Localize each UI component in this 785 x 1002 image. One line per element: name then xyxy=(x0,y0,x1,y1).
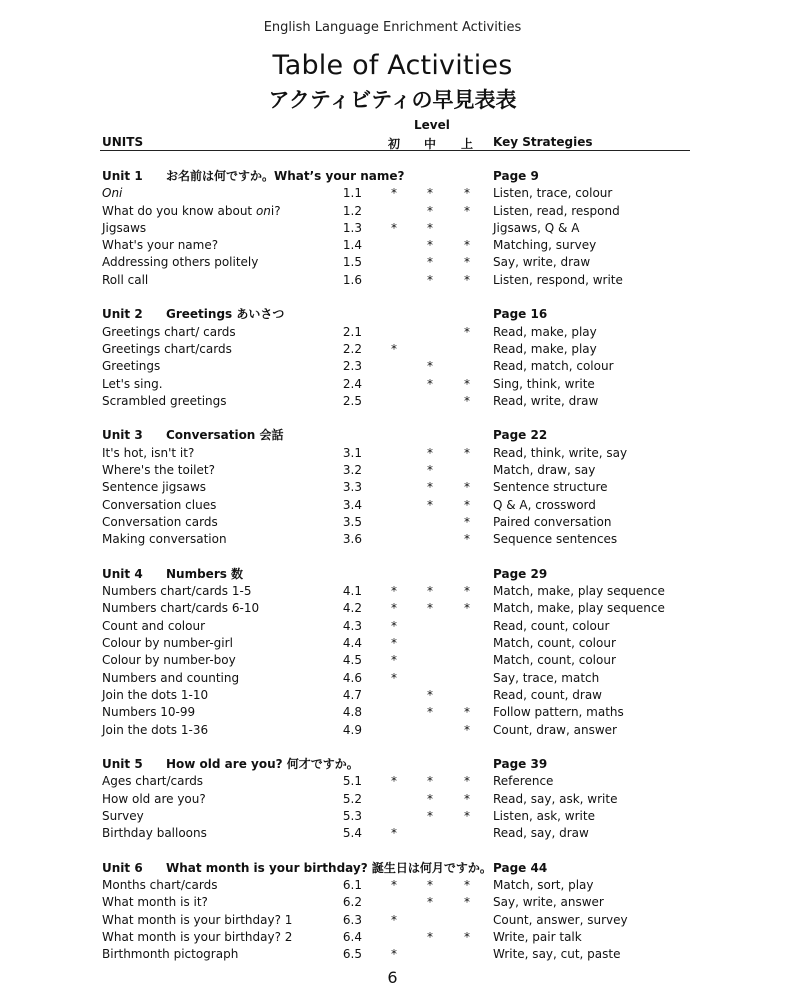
activity-row xyxy=(0,635,785,652)
activity-name: Count and colour xyxy=(102,618,205,633)
activity-row xyxy=(0,600,785,617)
unit-heading-row xyxy=(0,168,785,185)
level-advanced-mark: * xyxy=(464,774,470,789)
activity-number: 4.7 xyxy=(342,687,362,702)
activity-row xyxy=(0,808,785,825)
activity-name: What month is it? xyxy=(102,895,208,910)
level-advanced-mark: * xyxy=(464,445,470,460)
activity-row xyxy=(0,445,785,462)
activity-number: 2.1 xyxy=(342,324,362,339)
unit-title: Numbers 数 xyxy=(166,566,244,581)
activity-name: Survey xyxy=(102,808,144,823)
activity-row xyxy=(0,825,785,842)
activity-row xyxy=(0,514,785,531)
unit-label: Unit 6 xyxy=(102,860,143,875)
running-header: English Language Enrichment Activities xyxy=(263,20,522,35)
activity-row xyxy=(0,652,785,669)
level-advanced-mark: * xyxy=(464,186,470,201)
activity-row xyxy=(0,722,785,739)
level-intermediate-mark: * xyxy=(427,601,433,616)
activity-name: Greetings chart/ cards xyxy=(102,324,236,339)
level-advanced-mark: * xyxy=(464,272,470,287)
section-gap xyxy=(0,739,785,756)
level-advanced-mark: * xyxy=(464,532,470,547)
level-intermediate-mark: * xyxy=(427,203,433,218)
activity-number: 1.3 xyxy=(342,220,362,235)
activity-name: How old are you? xyxy=(102,791,206,806)
level-advanced-mark: * xyxy=(464,895,470,910)
level-beginner-mark: * xyxy=(391,341,397,356)
key-strategies: Q & A, crossword xyxy=(493,497,596,512)
activity-row xyxy=(0,185,785,202)
unit-page-ref: Page 29 xyxy=(493,566,548,581)
activity-name: Scrambled greetings xyxy=(102,393,227,408)
activity-number: 1.5 xyxy=(342,255,362,270)
activity-row xyxy=(0,773,785,790)
key-strategies: Sing, think, write xyxy=(493,376,595,391)
activity-name: Numbers chart/cards 6-10 xyxy=(102,601,260,616)
activity-name: Oni xyxy=(102,186,123,201)
activity-name: Conversation clues xyxy=(102,497,217,512)
activity-row xyxy=(0,704,785,721)
activity-number: 6.1 xyxy=(342,878,362,893)
level-intermediate-mark: * xyxy=(427,186,433,201)
activity-row xyxy=(0,618,785,635)
activity-number: 3.6 xyxy=(342,532,362,547)
level-beginner-mark: * xyxy=(391,584,397,599)
unit-heading-row xyxy=(0,427,785,444)
key-strategies: Read, make, play xyxy=(493,324,597,339)
key-strategies: Say, trace, match xyxy=(493,670,600,685)
unit-label: Unit 1 xyxy=(102,169,143,183)
level-intermediate-mark: * xyxy=(427,272,433,287)
activity-row xyxy=(0,670,785,687)
level-intermediate-mark: * xyxy=(427,497,433,512)
unit-heading-row xyxy=(0,306,785,323)
level-advanced-mark: * xyxy=(464,791,470,806)
key-strategies: Listen, ask, write xyxy=(493,808,595,823)
activity-number: 4.3 xyxy=(342,618,362,633)
key-strategies: Match, draw, say xyxy=(493,463,596,478)
activity-number: 1.1 xyxy=(342,186,362,201)
level-intermediate-mark: * xyxy=(427,687,433,702)
key-strategies: Sequence sentences xyxy=(493,532,618,547)
key-strategies-heading: Key Strategies xyxy=(493,135,593,149)
page-title: Table of Activities xyxy=(272,50,513,81)
key-strategies: Count, answer, survey xyxy=(493,912,628,927)
activity-name: Greetings chart/cards xyxy=(102,341,232,356)
level-intermediate-mark: * xyxy=(427,238,433,253)
activity-number: 2.5 xyxy=(342,393,362,408)
unit-heading-row xyxy=(0,756,785,773)
level-intermediate-mark: * xyxy=(427,376,433,391)
key-strategies: Reference xyxy=(493,774,554,789)
level-beginner-mark: * xyxy=(391,220,397,235)
unit-page-ref: Page 39 xyxy=(493,757,548,772)
level-beginner-mark: * xyxy=(391,186,397,201)
activity-row xyxy=(0,272,785,289)
section-gap xyxy=(0,289,785,306)
key-strategies: Listen, respond, write xyxy=(493,272,623,287)
level-column-group-heading: Level xyxy=(414,118,450,132)
activity-row xyxy=(0,237,785,254)
activity-row xyxy=(0,791,785,808)
level-intermediate-mark: * xyxy=(427,220,433,235)
header-divider xyxy=(100,150,690,151)
activity-number: 3.2 xyxy=(342,463,362,478)
activity-name: Roll call xyxy=(102,272,149,287)
level-intermediate-mark: * xyxy=(427,705,433,720)
level-intermediate-mark: * xyxy=(427,584,433,599)
key-strategies: Matching, survey xyxy=(493,238,597,253)
activity-number: 4.6 xyxy=(342,670,362,685)
activity-name: What month is your birthday? 2 xyxy=(102,930,293,945)
level-intermediate-mark: * xyxy=(427,359,433,374)
activity-number: 1.4 xyxy=(342,238,362,253)
activity-number: 5.4 xyxy=(342,826,362,841)
activity-name: Months chart/cards xyxy=(102,878,218,893)
level-beginner-heading: 初 xyxy=(388,137,401,151)
level-beginner-mark: * xyxy=(391,947,397,962)
key-strategies: Paired conversation xyxy=(493,514,612,529)
unit-page-ref: Page 44 xyxy=(493,860,548,875)
activity-row xyxy=(0,929,785,946)
activity-name: Where's the toilet? xyxy=(102,463,215,478)
key-strategies: Read, count, draw xyxy=(493,687,602,702)
key-strategies: Jigsaws, Q & A xyxy=(493,220,580,235)
activity-number: 4.4 xyxy=(342,636,362,651)
level-beginner-mark: * xyxy=(391,878,397,893)
unit-label: Unit 3 xyxy=(102,428,143,443)
activity-number: 2.4 xyxy=(342,376,362,391)
level-beginner-mark: * xyxy=(391,618,397,633)
unit-title: Conversation 会話 xyxy=(166,428,284,443)
key-strategies: Read, count, colour xyxy=(493,618,610,633)
level-beginner-mark: * xyxy=(391,601,397,616)
level-advanced-mark: * xyxy=(464,705,470,720)
key-strategies: Write, say, cut, paste xyxy=(493,947,621,962)
activity-name: Join the dots 1-10 xyxy=(102,687,209,702)
level-advanced-mark: * xyxy=(464,497,470,512)
level-beginner-mark: * xyxy=(391,826,397,841)
key-strategies: Say, write, answer xyxy=(493,895,604,910)
key-strategies: Sentence structure xyxy=(493,480,608,495)
activity-name: Sentence jigsaws xyxy=(102,480,207,495)
key-strategies: Match, make, play sequence xyxy=(493,584,665,599)
activity-row xyxy=(0,894,785,911)
activity-number: 5.2 xyxy=(342,791,362,806)
activity-row xyxy=(0,462,785,479)
level-beginner-mark: * xyxy=(391,774,397,789)
activity-number: 5.1 xyxy=(342,774,362,789)
level-beginner-mark: * xyxy=(391,670,397,685)
key-strategies: Match, make, play sequence xyxy=(493,601,665,616)
section-gap xyxy=(0,549,785,566)
activity-name: What's your name? xyxy=(102,238,219,253)
activity-row xyxy=(0,254,785,271)
unit-label: Unit 2 xyxy=(102,307,143,322)
level-advanced-mark: * xyxy=(464,255,470,270)
level-beginner-mark: * xyxy=(391,653,397,668)
activity-row xyxy=(0,583,785,600)
activity-name: Making conversation xyxy=(102,532,227,547)
activity-name: Let's sing. xyxy=(102,376,163,391)
activity-name: Ages chart/cards xyxy=(102,774,204,789)
activity-name: Birthmonth pictograph xyxy=(102,947,239,962)
level-advanced-heading: 上 xyxy=(461,137,474,151)
unit-page-ref: Page 22 xyxy=(493,428,548,443)
unit-page-ref: Page 16 xyxy=(493,307,548,322)
key-strategies: Match, count, colour xyxy=(493,636,616,651)
activity-name: Conversation cards xyxy=(102,514,218,529)
level-intermediate-mark: * xyxy=(427,774,433,789)
level-beginner-mark: * xyxy=(391,636,397,651)
activity-row xyxy=(0,324,785,341)
activity-name: Join the dots 1-36 xyxy=(102,722,209,737)
key-strategies: Read, write, draw xyxy=(493,393,599,408)
activity-number: 1.6 xyxy=(342,272,362,287)
level-advanced-mark: * xyxy=(464,393,470,408)
activity-number: 6.3 xyxy=(342,912,362,927)
key-strategies: Follow pattern, maths xyxy=(493,705,624,720)
key-strategies: Read, say, draw xyxy=(493,826,589,841)
level-advanced-mark: * xyxy=(464,514,470,529)
unit-title: How old are you? 何才ですか。 xyxy=(166,757,359,772)
page-subtitle-japanese: アクティビティの早見表表 xyxy=(268,88,517,112)
activity-row xyxy=(0,393,785,410)
activity-row xyxy=(0,877,785,894)
level-advanced-mark: * xyxy=(464,203,470,218)
activity-row xyxy=(0,531,785,548)
key-strategies: Match, count, colour xyxy=(493,653,616,668)
unit-heading-row xyxy=(0,566,785,583)
level-advanced-mark: * xyxy=(464,376,470,391)
activity-name: Jigsaws xyxy=(102,220,147,235)
activity-row xyxy=(0,376,785,393)
activity-number: 1.2 xyxy=(342,203,362,218)
key-strategies: Listen, trace, colour xyxy=(493,186,613,201)
level-advanced-mark: * xyxy=(464,584,470,599)
unit-title: お名前は何ですか。What’s your name? xyxy=(166,169,405,183)
level-advanced-mark: * xyxy=(464,878,470,893)
level-advanced-mark: * xyxy=(464,238,470,253)
activity-name: Numbers chart/cards 1-5 xyxy=(102,584,252,599)
activity-name: What do you know about oni? xyxy=(102,203,281,218)
activity-number: 3.1 xyxy=(342,445,362,460)
activity-row xyxy=(0,203,785,220)
activity-row xyxy=(0,497,785,514)
activity-number: 3.4 xyxy=(342,497,362,512)
activity-row xyxy=(0,687,785,704)
activity-number: 3.3 xyxy=(342,480,362,495)
unit-label: Unit 5 xyxy=(102,757,143,772)
unit-page-ref: Page 9 xyxy=(493,169,539,183)
key-strategies: Read, say, ask, write xyxy=(493,791,618,806)
activity-number: 4.8 xyxy=(342,705,362,720)
activity-name: Colour by number-girl xyxy=(102,636,233,651)
activity-row xyxy=(0,479,785,496)
activity-number: 3.5 xyxy=(342,514,362,529)
level-intermediate-mark: * xyxy=(427,445,433,460)
key-strategies: Listen, read, respond xyxy=(493,203,620,218)
unit-title: What month is your birthday? 誕生日は何月ですか。 xyxy=(166,860,492,875)
activity-number: 4.1 xyxy=(342,584,362,599)
level-intermediate-mark: * xyxy=(427,878,433,893)
unit-heading-row xyxy=(0,860,785,877)
section-gap xyxy=(0,843,785,860)
level-intermediate-mark: * xyxy=(427,463,433,478)
level-beginner-mark: * xyxy=(391,912,397,927)
activity-number: 2.2 xyxy=(342,341,362,356)
activity-number: 4.5 xyxy=(342,653,362,668)
activity-name: Numbers and counting xyxy=(102,670,240,685)
level-intermediate-mark: * xyxy=(427,895,433,910)
activity-name: Addressing others politely xyxy=(102,255,259,270)
level-intermediate-mark: * xyxy=(427,930,433,945)
activity-number: 2.3 xyxy=(342,359,362,374)
key-strategies: Say, write, draw xyxy=(493,255,591,270)
level-advanced-mark: * xyxy=(464,601,470,616)
level-intermediate-heading: 中 xyxy=(424,137,437,151)
activity-row xyxy=(0,946,785,963)
activity-row xyxy=(0,220,785,237)
key-strategies: Match, sort, play xyxy=(493,878,594,893)
activity-name: Birthday balloons xyxy=(102,826,207,841)
activities-table xyxy=(0,168,785,964)
activity-row xyxy=(0,358,785,375)
level-advanced-mark: * xyxy=(464,480,470,495)
activity-number: 4.2 xyxy=(342,601,362,616)
level-intermediate-mark: * xyxy=(427,480,433,495)
activity-number: 6.2 xyxy=(342,895,362,910)
key-strategies: Write, pair talk xyxy=(493,930,582,945)
activity-name: What month is your birthday? 1 xyxy=(102,912,293,927)
level-intermediate-mark: * xyxy=(427,255,433,270)
activity-number: 6.4 xyxy=(342,930,362,945)
level-advanced-mark: * xyxy=(464,324,470,339)
activity-number: 4.9 xyxy=(342,722,362,737)
unit-title: Greetings あいさつ xyxy=(166,307,285,322)
page-number: 6 xyxy=(387,968,398,987)
activity-row xyxy=(0,341,785,358)
unit-label: Unit 4 xyxy=(102,566,143,581)
activity-number: 6.5 xyxy=(342,947,362,962)
key-strategies: Count, draw, answer xyxy=(493,722,617,737)
level-advanced-mark: * xyxy=(464,722,470,737)
activity-name: Colour by number-boy xyxy=(102,653,236,668)
key-strategies: Read, match, colour xyxy=(493,359,614,374)
level-advanced-mark: * xyxy=(464,808,470,823)
section-gap xyxy=(0,410,785,427)
key-strategies: Read, think, write, say xyxy=(493,445,628,460)
activity-name: Greetings xyxy=(102,359,161,374)
level-intermediate-mark: * xyxy=(427,791,433,806)
activity-row xyxy=(0,912,785,929)
activity-number: 5.3 xyxy=(342,808,362,823)
activity-name: Numbers 10-99 xyxy=(102,705,196,720)
units-column-heading: UNITS xyxy=(102,135,144,149)
level-advanced-mark: * xyxy=(464,930,470,945)
level-intermediate-mark: * xyxy=(427,808,433,823)
key-strategies: Read, make, play xyxy=(493,341,597,356)
activity-name: It's hot, isn't it? xyxy=(102,445,195,460)
